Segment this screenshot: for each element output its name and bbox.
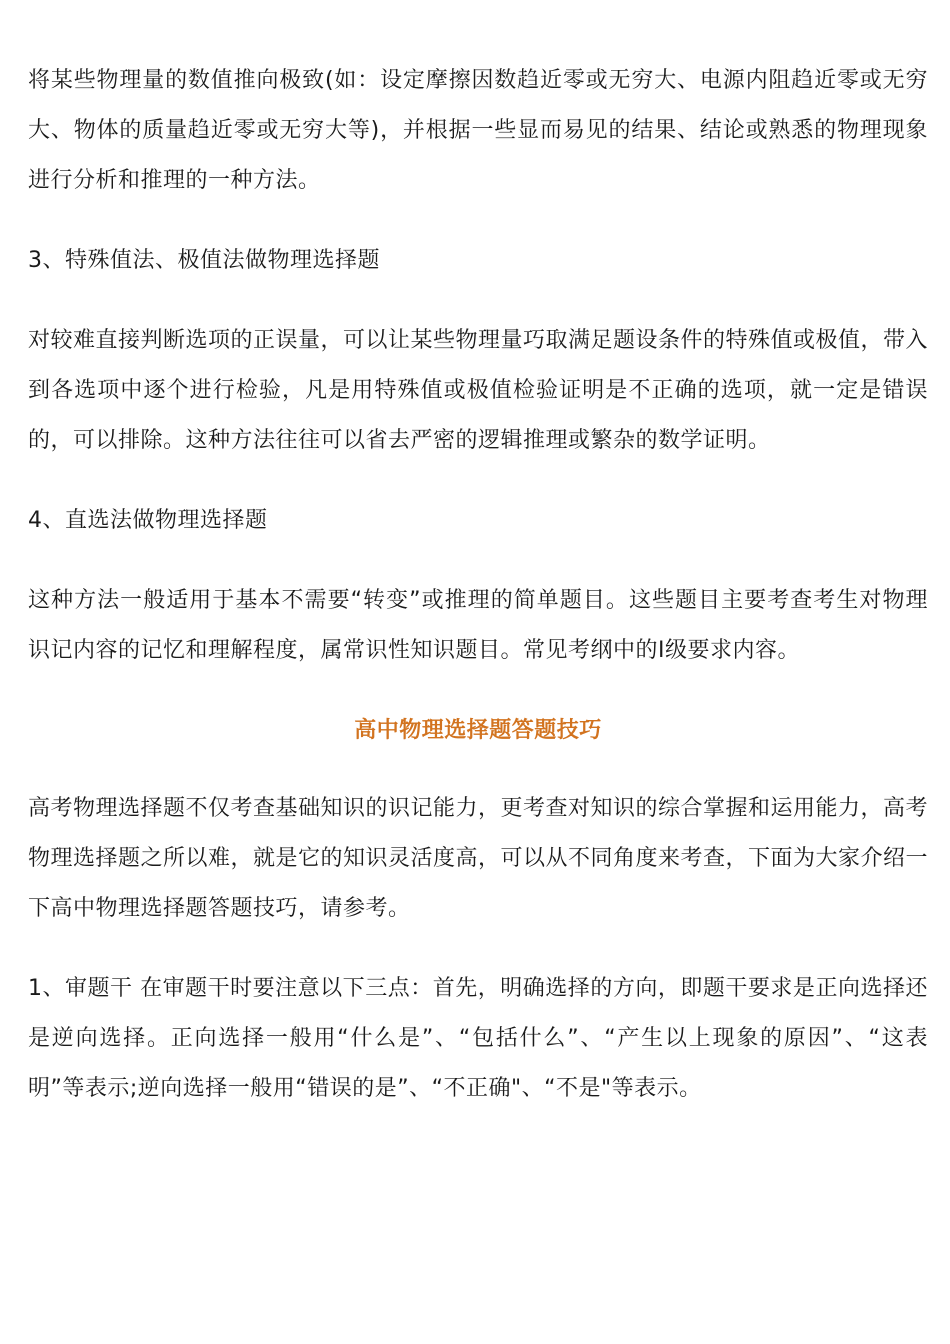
- paragraph-review-stem: 1、审题干 在审题干时要注意以下三点：首先，明确选择的方向，即题干要求是正向选择还是逆向选择。正向选择一般用“什么是”、“包括什么”、“产生以上现象的原因”、“这表明”等表示;逆向选择一般用“错误的是”、“不正确"、“不是"等表示。: [28, 976, 928, 1101]
- document-page: [28, 56, 928, 1114]
- paragraph-limit-method: 将某些物理量的数值推向极致(如：设定摩擦因数趋近零或无穷大、电源内阻趋近零或无穷大、物体的质量趋近零或无穷大等)，并根据一些显而易见的结果、结论或熟悉的物理现象进行分析和推理的一种方法。: [28, 68, 928, 193]
- section-title: 高中物理选择题答题技巧: [354, 718, 602, 743]
- paragraph-direct-selection-method: 这种方法一般适用于基本不需要“转变”或推理的简单题目。这些题目主要考查考生对物理识记内容的记忆和理解程度，属常识性知识题目。常见考纲中的Ⅰ级要求内容。: [28, 588, 928, 663]
- paragraph-special-value-method: 对较难直接判断选项的正误量，可以让某些物理量巧取满足题设条件的特殊值或极值，带入到各选项中逐个进行检验，凡是用特殊值或极值检验证明是不正确的选项，就一定是错误的，可以排除。这种方法往往可以省去严密的逻辑推理或繁杂的数学证明。: [28, 328, 929, 453]
- paragraph-intro-tips: 高考物理选择题不仅考查基础知识的识记能力，更考查对知识的综合掌握和运用能力，高考物理选择题之所以难，就是它的知识灵活度高，可以从不同角度来考查，下面为大家介绍一下高中物理选择题答题技巧，请参考。: [28, 796, 929, 921]
- heading-direct-selection-method: 4、直选法做物理选择题: [28, 508, 268, 533]
- heading-special-value-method: 3、特殊值法、极值法做物理选择题: [28, 248, 380, 273]
